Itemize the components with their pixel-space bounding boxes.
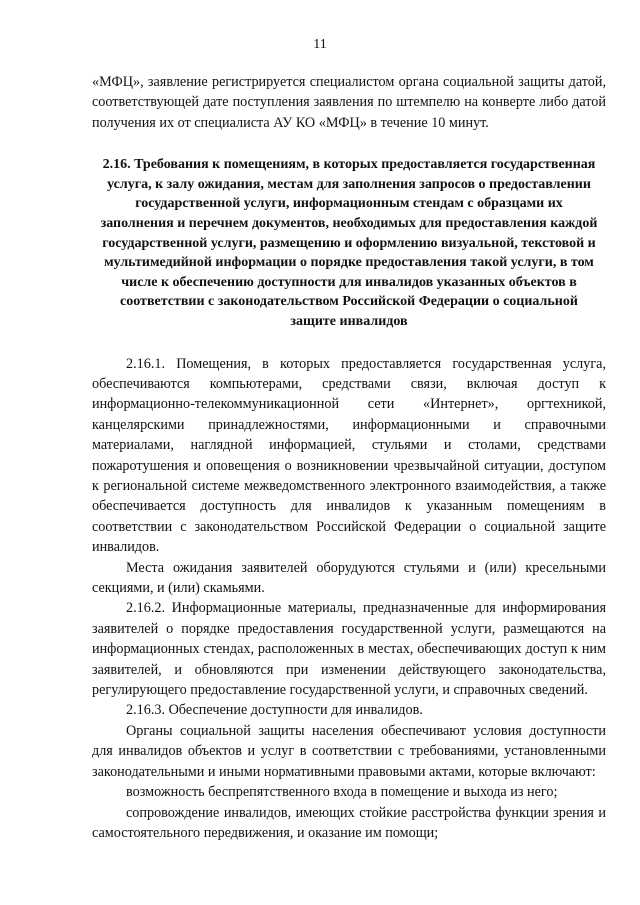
section-heading: 2.16. Требования к помещениям, в которых предоставляется государственная услуга, к залу ожидания, местам для заполнения запросов о предоставлении государственной услуги, информационным стендам с образцами их заполнения и перечнем документов, необходимых для предоставления каждой государственной услуги, размещению и оформлению визуальной, текстовой и мультимедийной информации о порядке предоставления такой услуги, в том числе к обеспечению доступности для инвалидов указанных объектов в соответствии с законодательством Российской Федерации о социальной защите инвалидов [100,157,598,329]
list-item-escort: сопровождение инвалидов, имеющих стойкие расстройства функции зрения и самостоятельного передвижения, и оказание им помощи; [92,804,606,841]
list-item-entry-exit: возможность беспрепятственного входа в помещение и выхода из него; [126,784,558,801]
paragraph-2-16-1: 2.16.1. Помещения, в которых предоставляется государственная услуга, обеспечиваются компьютерами, средствами связи, включая доступ к информационно-телекоммуникационной сети «Интернет», оргтехникой, канцелярскими принадлежностями, информационными и справочными материалами, наглядной информацией, стульями и столами, средствами пожаротушения и оповещения о возникновении чрезвычайной ситуации, доступом к региональной системе межведомственного электронного взаимодействия, а также обеспечивается доступность для инвалидов к указанным помещениям в соответствии с законодательством Российской Федерации о социальной защите инвалидов. [92,355,606,556]
paragraph-accessibility-conditions: Органы социальной защиты населения обеспечивают условия доступности для инвалидов объектов и услуг в соответствии с требованиями, установленными законодательными и иными нормативными правовыми актами, которые включают: [92,722,606,780]
paragraph-2-16-2: 2.16.2. Информационные материалы, предназначенные для информирования заявителей о порядке предоставления государственной услуги, размещаются на информационных стендах, расположенных в местах, обеспечивающих доступ к ним заявителей, и обновляются при изменении действующего законодательства, регулирующего предоставление государственной услуги, и справочных сведений. [92,600,606,699]
page-number: 11 [313,37,327,52]
document-body [92,72,606,843]
paragraph-continuation: «МФЦ», заявление регистрируется специалистом органа социальной защиты датой, соответствующей дате поступления заявления по штемпелю на конверте либо датой получения их от специалиста АУ КО «МФЦ» в течение 10 минут. [92,74,606,131]
paragraph-2-16-3: 2.16.3. Обеспечение доступности для инвалидов. [126,702,423,719]
paragraph-waiting-places: Места ожидания заявителей оборудуются стульями и (или) кресельными секциями, и (или) скамьями. [92,559,606,597]
